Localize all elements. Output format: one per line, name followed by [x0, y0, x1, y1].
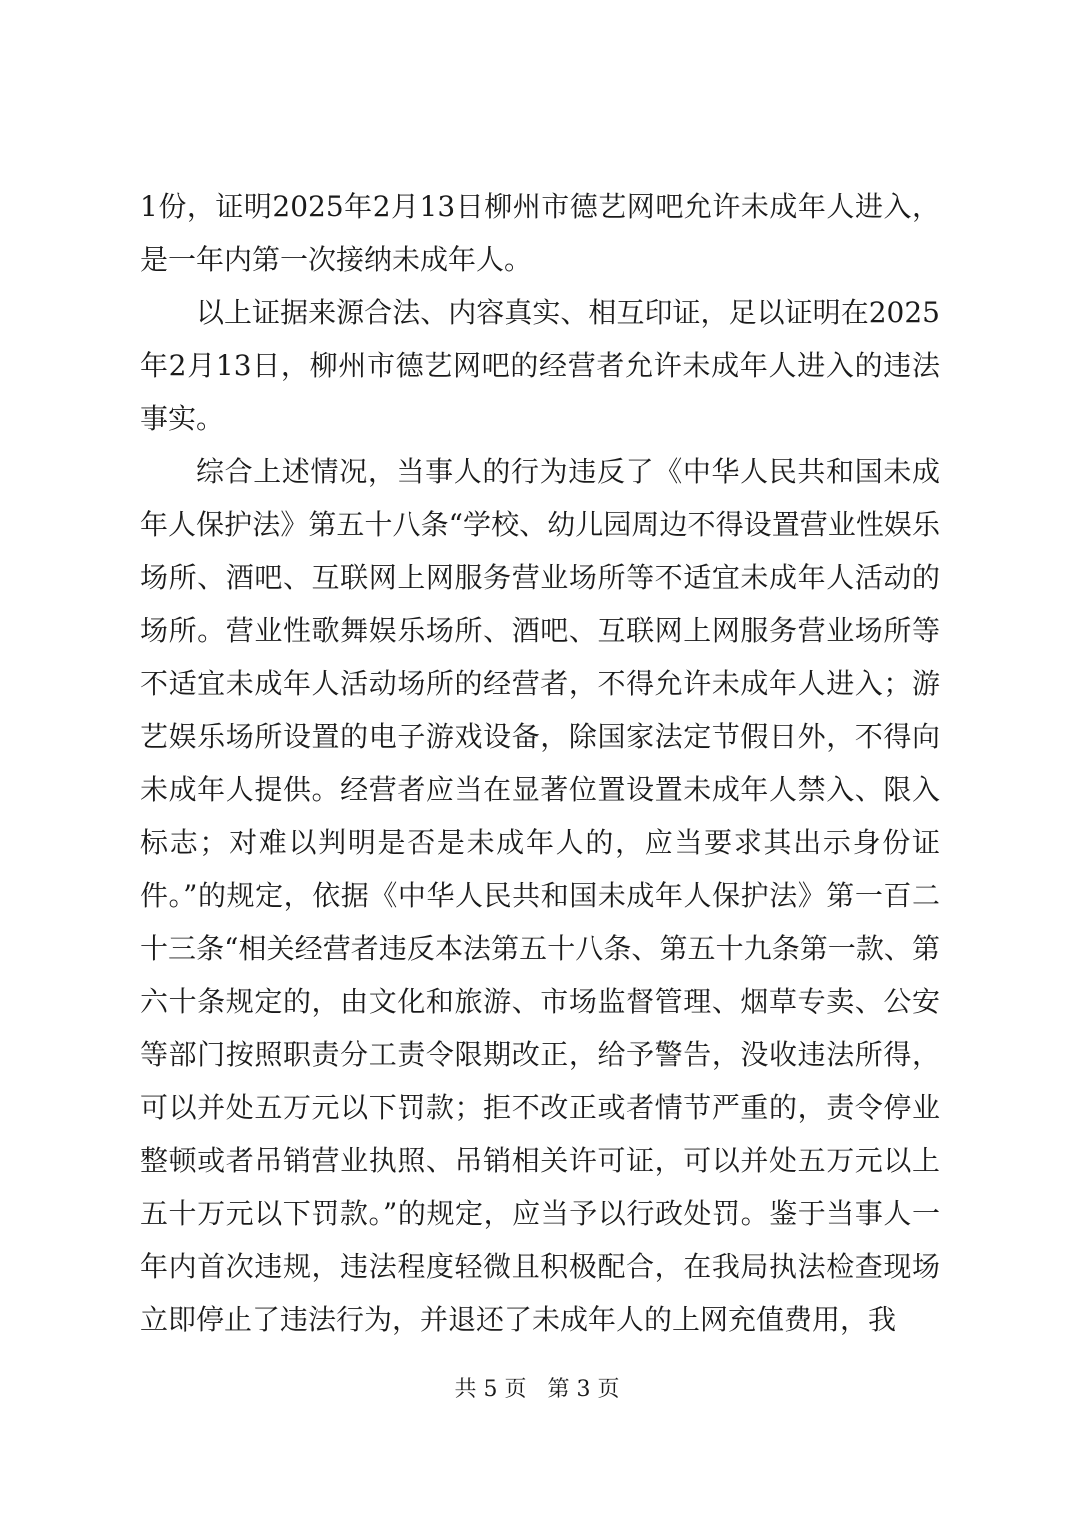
- paragraph-evidence-note: 1份，证明2025年2月13日柳州市德艺网吧允许未成年人进入，是一年内第一次接纳未成年人。: [140, 190, 940, 276]
- page-number-footer: 共 5 页 第 3 页: [454, 1377, 620, 1402]
- document-body: [140, 180, 940, 1346]
- paragraph-evidence-summary: 以上证据来源合法、内容真实、相互印证，足以证明在2025年2月13日，柳州市德艺网吧的经营者允许未成年人进入的违法事实。: [140, 296, 940, 435]
- paragraph-legal-basis: 综合上述情况，当事人的行为违反了《中华人民共和国未成年人保护法》第五十八条“学校、幼儿园周边不得设置营业性娱乐场所、酒吧、互联网上网服务营业场所等不适宜未成年人活动的场所。营业性歌舞娱乐场所、酒吧、互联网上网服务营业场所等不适宜未成年人活动场所的经营者，不得允许未成年人进入；游艺娱乐场所设置的电子游戏设备，除国家法定节假日外，不得向未成年人提供。经营者应当在显著位置设置未成年人禁入、限入标志；对难以判明是否是未成年人的，应当要求其出示身份证件。”的规定，依据《中华人民共和国未成年人保护法》第一百二十三条“相关经营者违反本法第五十八条、第五十九条第一款、第六十条规定的，由文化和旅游、市场监督管理、烟草专卖、公安等部门按照职责分工责令限期改正，给予警告，没收违法所得，可以并处五万元以下罚款；拒不改正或者情节严重的，责令停业整顿或者吊销营业执照、吊销相关许可证，可以并处五万元以上五十万元以下罚款。”的规定，应当予以行政处罚。鉴于当事人一年内首次违规，违法程度轻微且积极配合，在我局执法检查现场立即停止了违法行为，并退还了未成年人的上网充值费用，我: [140, 455, 940, 1336]
